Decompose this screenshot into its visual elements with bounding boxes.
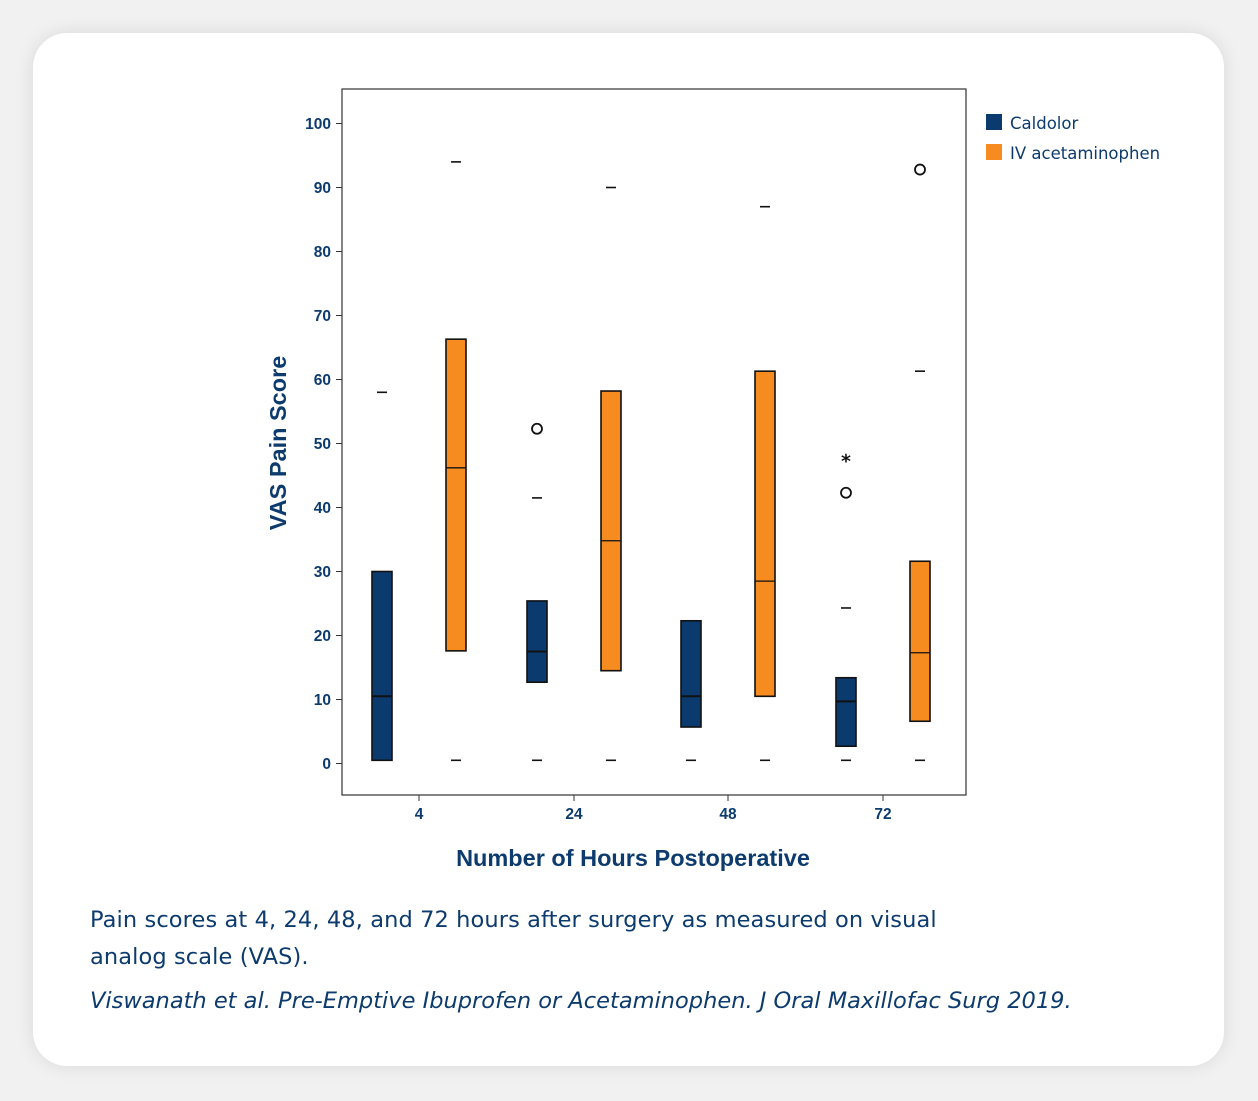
iqr-box: [755, 371, 775, 696]
iqr-box: [836, 678, 856, 746]
box-caldolor-4h: [372, 392, 392, 760]
figure-caption: [90, 902, 1050, 976]
iqr-box: [372, 572, 392, 761]
figure-citation: Viswanath et al. Pre-Emptive Ibuprofen or Acetaminophen. J Oral Maxillofac Surg 2019.: [90, 988, 1072, 1014]
y-tick-label: 10: [313, 692, 331, 709]
y-tick-label: 70: [313, 308, 331, 325]
legend-swatch-caldolor: [986, 114, 1002, 130]
iqr-box: [527, 601, 547, 682]
outlier-point: [841, 488, 851, 498]
box-acetaminophen-72h: [910, 165, 930, 761]
y-tick-label: 100: [305, 116, 331, 133]
box-caldolor-72h: [836, 451, 856, 761]
caption-line-1: Pain scores at 4, 24, 48, and 72 hours after surgery as measured on visual: [90, 907, 937, 933]
y-axis-title: VAS Pain Score: [265, 355, 291, 531]
box-acetaminophen-24h: [601, 188, 621, 761]
outlier-point: [532, 424, 542, 434]
y-tick-label: 90: [313, 180, 331, 197]
extreme-point: *: [841, 450, 851, 473]
iqr-box: [446, 339, 466, 651]
plot-frame: [342, 89, 966, 795]
x-tick-label: 4: [414, 806, 424, 823]
box-caldolor-24h: [527, 424, 547, 761]
iqr-box: [910, 561, 930, 721]
box-caldolor-48h: [681, 621, 701, 761]
box-acetaminophen-48h: [755, 207, 775, 761]
caption-line-2: analog scale (VAS).: [90, 944, 309, 970]
y-tick-label: 50: [313, 436, 331, 453]
y-tick-label: 0: [322, 756, 331, 773]
legend-swatch-acetaminophen: [986, 144, 1002, 160]
y-tick-label: 30: [313, 564, 331, 581]
x-tick-label: 24: [565, 806, 583, 823]
y-tick-label: 80: [313, 244, 331, 261]
x-tick-label: 72: [874, 806, 892, 823]
y-tick-label: 40: [313, 500, 331, 517]
y-tick-label: 20: [313, 628, 331, 645]
y-tick-label: 60: [313, 372, 331, 389]
outlier-point: [915, 165, 925, 175]
iqr-box: [681, 621, 701, 727]
box-acetaminophen-4h: [446, 162, 466, 760]
x-axis-title: Number of Hours Postoperative: [456, 845, 810, 871]
iqr-box: [601, 391, 621, 671]
legend-label-caldolor: Caldolor: [1010, 114, 1079, 133]
legend-label-acetaminophen: IV acetaminophen: [1010, 144, 1161, 163]
x-tick-label: 48: [719, 806, 737, 823]
